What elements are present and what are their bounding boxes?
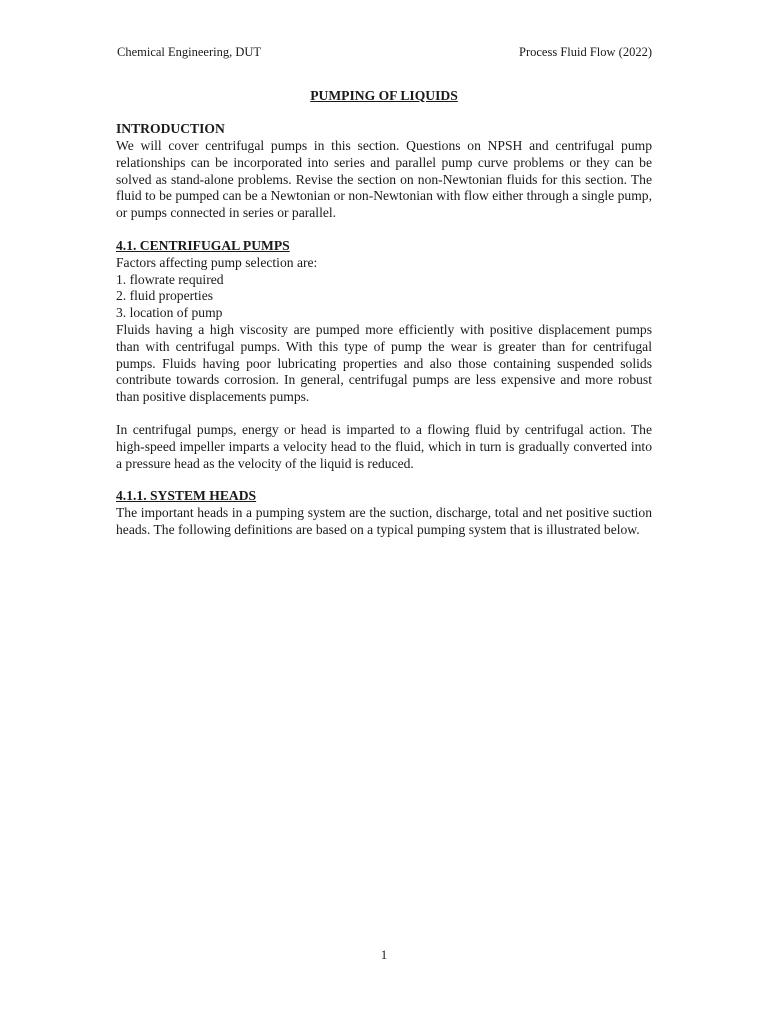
page-number: 1 — [380, 948, 388, 962]
centrifugal-pumps-heading: 4.1. CENTRIFUGAL PUMPS — [116, 237, 290, 253]
factor-item-2: 2. fluid properties — [116, 288, 214, 304]
factor-item-3: 3. location of pump — [116, 305, 223, 321]
spacer — [116, 406, 652, 422]
header-left-text: Chemical Engineering, DUT — [117, 45, 262, 59]
spacer — [116, 222, 652, 238]
header-right-text: Process Fluid Flow (2022) — [519, 45, 652, 59]
document-body — [116, 86, 652, 539]
introduction-paragraph: We will cover centrifugal pumps in this section. Questions on NPSH and centrifugal pump relationships can be incorporated into series and parallel pump curve problems or they can be solved as stand-alone problems. Revise the section on non-Newtonian fluids for this section. The fluid to be pumped can be a Newtonian or non-Newtonian with flow either through a single pump, or pumps connected in series or parallel. — [116, 138, 652, 221]
spacer — [116, 472, 652, 488]
introduction-heading: INTRODUCTION — [116, 121, 225, 136]
centrifugal-pumps-paragraph-2: In centrifugal pumps, energy or head is imparted to a flowing fluid by centrifugal action. The high-speed impeller imparts a velocity head to the fluid, which in turn is gradually converted into a pressure head as the velocity of the liquid is reduced. — [116, 421, 652, 471]
pump-selection-lead: Factors affecting pump selection are: — [116, 254, 318, 270]
centrifugal-pumps-paragraph-1: Fluids having a high viscosity are pumped more efficiently with positive displacement pumps than with centrifugal pumps. With this type of pump the wear is greater than for centrifugal pumps. Fluids having poor lubricating properties and also those containing suspended solids contribute towards corrosion. In general, centrifugal pumps are less expensive and more robust than positive displacements pumps. — [116, 321, 652, 405]
factor-item-1: 1. flowrate required — [116, 271, 224, 287]
system-heads-heading: 4.1.1. SYSTEM HEADS — [116, 488, 257, 504]
system-heads-paragraph: The important heads in a pumping system are the suction, discharge, total and net positive suction heads. The following definitions are based on a typical pumping system that is illustrated below. — [116, 505, 652, 537]
page-header — [117, 43, 652, 61]
document-title: PUMPING OF LIQUIDS — [310, 88, 458, 103]
